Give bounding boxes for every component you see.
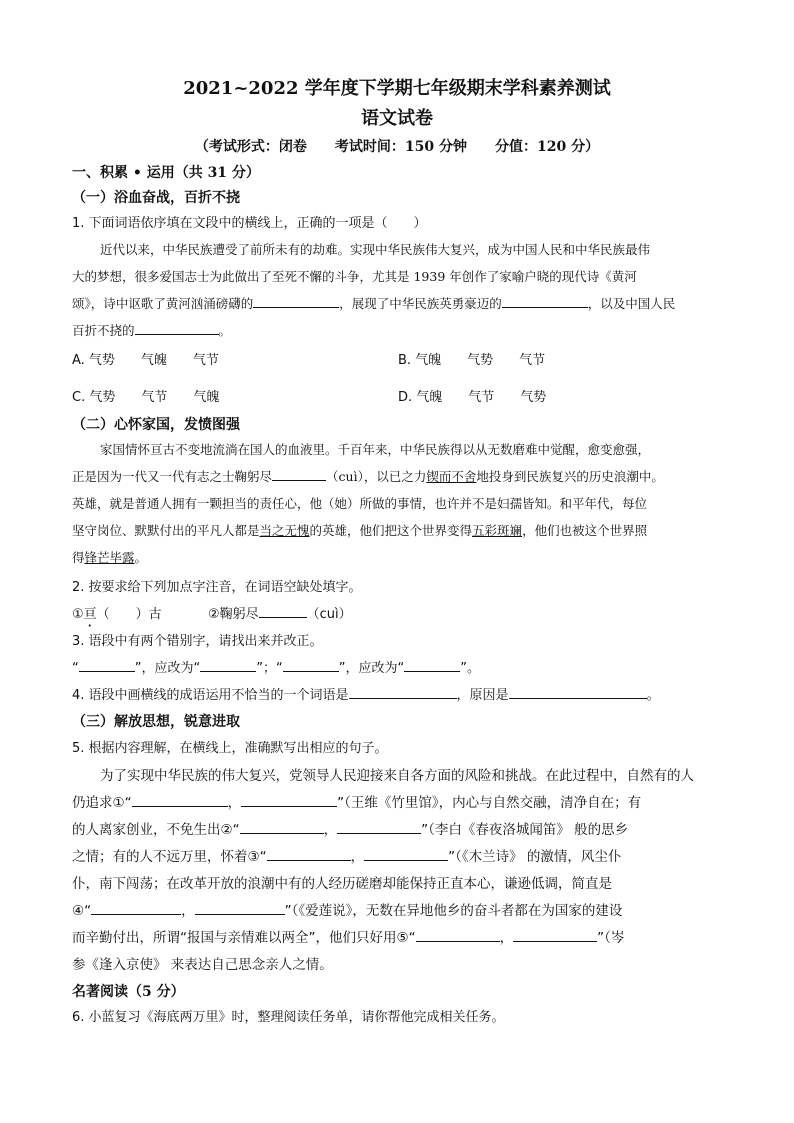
passage-5-line-4	[72, 845, 621, 865]
answer-blank-3[interactable]	[135, 334, 219, 335]
question-3: 3. 语段中有两个错别字，请找出来并改正。	[72, 634, 323, 649]
passage-5-line-5: 仆，南下闯荡；在改革开放的浪潮中有的人经历磋磨却能保持正直本心，谦逊低调，简直是	[72, 876, 612, 892]
question-5: 5. 根据内容理解，在横线上，准确默写出相应的句子。	[72, 741, 388, 756]
q4-text-1: 4. 语段中画横线的成语运用不恰当的一个词语是	[72, 688, 349, 703]
recite-blank-4a[interactable]	[91, 914, 181, 915]
p5-l2-a: 仍追求①“	[72, 795, 132, 811]
passage-5-line-1: 为了实现中华民族的伟大复兴，党领导人民迎接来自各方面的风险和挑战。在此过程中，自然有的人	[100, 768, 694, 784]
passage-2-line-5	[72, 548, 147, 566]
recite-blank-1b[interactable]	[241, 806, 337, 807]
passage-1-line-4	[72, 321, 231, 339]
underlined-idiom-4: 锋芒毕露	[84, 550, 135, 565]
q2-answer-blank[interactable]	[259, 617, 307, 618]
passage-1-line-2: 大的梦想，很多爱国志士为此做出了至死不懈的斗争，尤其是 1939 年创作了家喻户晓的现代诗《黄河	[72, 269, 637, 284]
option-a: A. 气势 气魄 气节	[72, 353, 219, 368]
q4-blank-2[interactable]	[509, 698, 647, 699]
passage-1-line-3	[72, 294, 675, 312]
p5-l4-b: ，	[350, 849, 365, 865]
p5-l7-c: ”（岑	[597, 930, 625, 946]
recite-blank-2b[interactable]	[337, 833, 421, 834]
passage-1-line-4-end: 。	[218, 323, 232, 338]
passage-5-line-7	[72, 926, 624, 946]
p5-l6-c: ”（《爱莲说》，无数在异地他乡的奋斗者都在为国家的建设	[284, 903, 623, 919]
passage-5-line-2	[72, 791, 641, 811]
p5-l4-c: ”（《木兰诗》 的激情，风尘仆	[448, 849, 622, 865]
passage-2-line-4	[72, 521, 647, 539]
p5-l3-b: ，	[323, 822, 338, 838]
q2-dotted-char: 亘	[83, 607, 97, 622]
underlined-idiom-3: 五彩斑斓	[472, 523, 523, 538]
passage-2-line-3: 英雄，就是普通人拥有一颗担当的责任心，他（她）所做的事情，也许并不是妇孺皆知。和平年代，每位	[72, 496, 648, 511]
q3-text-2: ”；“	[256, 661, 283, 676]
recite-blank-5b[interactable]	[513, 941, 597, 942]
q3-blank-1[interactable]	[79, 671, 135, 672]
recite-blank-3b[interactable]	[364, 860, 448, 861]
recite-blank-1a[interactable]	[132, 806, 228, 807]
exam-subtitle: 语文试卷	[361, 108, 433, 129]
passage-1-line-3-b: ，展现了中华民族英勇豪迈的	[339, 296, 502, 311]
p5-l6-a: ④“	[72, 903, 92, 919]
p5-l4-a: 之情；有的人不远万里，怀着③“	[72, 849, 267, 865]
p5-l7-a: 而辛勤付出，所谓“报国与亲情难以两全”，他们只好用⑤“	[72, 930, 416, 946]
passage-2-line-4-c: 的英雄，他们把这个世界变得	[309, 523, 473, 538]
question-6: 6. 小蓝复习《海底两万里》时，整理阅读任务单，请你帮他完成相关任务。	[72, 1010, 505, 1025]
p5-l3-c: ”（李白《春夜洛城闻笛》 般的思乡	[421, 822, 629, 838]
passage-1-line-1: 近代以来，中华民族遭受了前所未有的劫难。实现中华民族伟大复兴，成为中国人民和中华民族最伟	[100, 242, 651, 257]
passage-5-line-8: 参《逢入京使》 来表达自己思念亲人之情。	[72, 957, 333, 973]
passage-5-line-3	[72, 818, 628, 838]
recite-blank-4b[interactable]	[195, 914, 285, 915]
recite-blank-3a[interactable]	[267, 860, 351, 861]
q3-blank-2[interactable]	[200, 671, 256, 672]
recite-blank-2a[interactable]	[240, 833, 324, 834]
passage-5-line-6	[72, 899, 622, 919]
passage-2-line-4-a: 坚守岗位、默默付出的平凡人都是	[72, 523, 260, 538]
question-1: 1. 下面词语依序填在文段中的横线上，正确的一项是（ ）	[72, 216, 427, 231]
section-2-heading: （二）心怀家国，发愤图强	[72, 417, 240, 433]
exam-info: （考试形式：闭卷 考试时间：150 分钟 分值：120 分）	[194, 139, 600, 155]
q2-item-2-pinyin: （cuì）	[306, 607, 352, 622]
question-4	[72, 684, 660, 703]
recite-blank-5a[interactable]	[416, 941, 500, 942]
section-3-heading: （三）解放思想，锐意进取	[72, 714, 240, 730]
question-2-items	[72, 603, 352, 630]
q3-blank-3[interactable]	[283, 671, 339, 672]
passage-2-line-1: 家国情怀亘古不变地流淌在国人的血液里。千百年来，中华民族得以从无数磨难中觉醒，愈变愈强，	[100, 442, 651, 457]
passage-2-line-5-c: 。	[134, 550, 148, 565]
question-2: 2. 按要求给下列加点字注音，在词语空缺处填字。	[72, 580, 362, 595]
exam-title: 2021~2022 学年度下学期七年级期末学科素养测试	[183, 78, 611, 99]
q4-blank-1[interactable]	[349, 698, 457, 699]
p5-l2-c: ”（王维《竹里馆》，内心与自然交融，清净自在；有	[337, 795, 642, 811]
passage-2-line-2	[72, 467, 664, 485]
p5-l7-b: ，	[499, 930, 514, 946]
q2-item-2: ②鞠躬尽	[207, 607, 259, 622]
p5-l2-b: ，	[227, 795, 242, 811]
section-4-heading: 名著阅读（5 分）	[72, 984, 185, 1000]
q4-text-3: 。	[646, 688, 660, 703]
q4-text-2: ，原因是	[456, 688, 509, 703]
q2-item-1-num: ①	[72, 607, 84, 622]
answer-blank-cui[interactable]	[272, 480, 326, 481]
passage-2-line-2-b: （cuì），以已之力	[326, 469, 427, 484]
passage-2-line-2-d: 地投身到民族复兴的历史浪潮中。	[476, 469, 664, 484]
q3-blank-4[interactable]	[404, 671, 460, 672]
passage-1-line-4-a: 百折不挠的	[72, 323, 135, 338]
passage-1-line-3-c: ，以及中国人民	[587, 296, 676, 311]
underlined-idiom-1: 锲而不舍	[426, 469, 477, 484]
passage-1-line-3-a: 颂》，诗中讴歌了黄河汹涌磅礴的	[72, 296, 254, 311]
passage-2-line-5-a: 得	[72, 550, 85, 565]
passage-2-line-2-a: 正是因为一代又一代有志之士鞠躬尽	[72, 469, 273, 484]
option-d: D. 气魄 气节 气势	[398, 390, 547, 405]
passage-2-line-4-e: ，他们也被这个世界照	[522, 523, 648, 538]
q3-text-1: ”，应改为“	[134, 661, 201, 676]
answer-blank-1[interactable]	[253, 307, 339, 308]
q3-quote-open: “	[72, 661, 79, 676]
option-c: C. 气势 气节 气魄	[72, 390, 220, 405]
q3-text-3: ”，应改为“	[338, 661, 405, 676]
q3-text-4: ”。	[460, 661, 480, 676]
underlined-idiom-2: 当之无愧	[259, 523, 310, 538]
option-b: B. 气魄 气势 气节	[398, 353, 546, 368]
p5-l3-a: 的人离家创业，不免生出②“	[72, 822, 240, 838]
answer-blank-2[interactable]	[502, 307, 588, 308]
section-1-heading: （一）浴血奋战，百折不挠	[72, 190, 240, 206]
p5-l6-b: ，	[181, 903, 195, 919]
q2-item-1-rest: （ ）古	[96, 607, 162, 622]
part1-heading: 一、积累 • 运用（共 31 分）	[72, 165, 260, 181]
question-3-answers	[72, 657, 480, 676]
